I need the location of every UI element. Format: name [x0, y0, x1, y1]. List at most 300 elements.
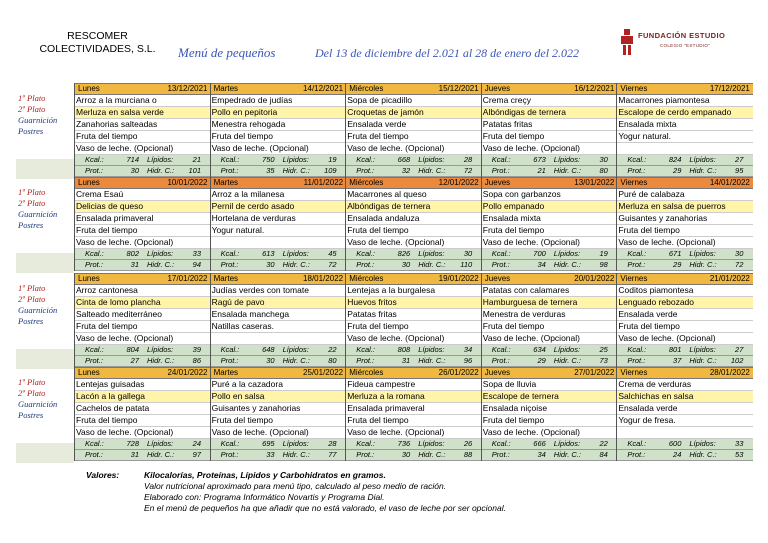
first-course: Crema creçy	[482, 95, 618, 107]
dessert-extra: Vaso de leche. (Opcional)	[482, 143, 618, 155]
row-label: 1º Plato	[18, 283, 46, 293]
day-name: Miércoles	[349, 368, 384, 377]
second-course: Huevos fritos	[346, 297, 482, 309]
protein-label: Prot.:	[627, 356, 646, 365]
nutrition-row	[482, 260, 618, 271]
day-date: 13/01/2022	[574, 178, 615, 187]
kcal-value: 634	[533, 345, 546, 354]
carbs-value: 88	[463, 450, 473, 459]
kcal-value: 736	[397, 439, 411, 448]
dessert: Fruta del tiempo	[75, 225, 211, 237]
lipids-value: 34	[463, 345, 473, 354]
second-course: Pollo empanado	[482, 201, 618, 213]
carbs-label: Hidr. C.:	[553, 356, 582, 365]
day-name: Jueves	[484, 178, 511, 187]
lipids-label: Lípidos:	[147, 439, 174, 448]
kcal-label: Kcal.:	[356, 439, 375, 448]
footer-line: Elaborado con: Programa Informático Novartis y Programa Dial.	[144, 492, 385, 502]
second-course: Cinta de lomo plancha	[75, 297, 211, 309]
nutrition-row	[346, 439, 482, 450]
kcal-value: 808	[397, 345, 411, 354]
day-name: Jueves	[484, 84, 511, 93]
day-column	[616, 83, 753, 177]
dessert: Fruta del tiempo	[482, 415, 618, 427]
day-header	[482, 83, 618, 95]
dessert-extra: Vaso de leche. (Opcional)	[346, 333, 482, 345]
lipids-label: Lípidos:	[147, 345, 174, 354]
carbs-label: Hidr. C.:	[689, 166, 717, 175]
lipids-label: Lípidos:	[689, 345, 716, 354]
day-header	[211, 177, 347, 189]
protein-value: 34	[537, 450, 546, 459]
day-date: 20/01/2022	[574, 274, 615, 283]
day-header	[617, 367, 753, 379]
side-dish: Ensalada andaluza	[346, 213, 482, 225]
lipids-label: Lípidos:	[282, 439, 309, 448]
kcal-label: Kcal.:	[627, 249, 647, 258]
side-dish: Ensalada verde	[617, 309, 753, 321]
kcal-label: Kcal.:	[491, 439, 511, 448]
day-header	[346, 273, 482, 285]
day-column	[210, 273, 347, 367]
day-header	[211, 83, 347, 95]
nutrition-row	[617, 439, 753, 450]
lipids-label: Lípidos:	[689, 155, 716, 164]
protein-value: 30	[401, 260, 411, 269]
lipids-value: 22	[599, 439, 608, 448]
nutrition-row	[75, 450, 211, 461]
row-labels	[16, 377, 74, 421]
protein-label: Prot.:	[356, 260, 375, 269]
lipids-label: Lípidos:	[147, 249, 174, 258]
day-column	[210, 367, 347, 461]
lipids-value: 28	[463, 155, 473, 164]
day-name: Martes	[213, 84, 239, 93]
carbs-value: 110	[460, 260, 473, 269]
carbs-label: Hidr. C.:	[282, 356, 310, 365]
row-label: Guarnición	[18, 399, 58, 409]
kcal-label: Kcal.:	[85, 155, 104, 164]
side-dish: Ensalada mixta	[482, 213, 618, 225]
protein-label: Prot.:	[491, 260, 510, 269]
carbs-value: 73	[599, 356, 608, 365]
dessert-extra	[211, 333, 347, 345]
protein-value: 37	[673, 356, 682, 365]
row-label: 1º Plato	[18, 93, 46, 103]
kcal-value: 714	[126, 155, 139, 164]
kcal-label: Kcal.:	[627, 155, 647, 164]
kcal-value: 700	[533, 249, 546, 258]
kcal-label: Kcal.:	[356, 249, 375, 258]
protein-label: Prot.:	[491, 166, 510, 175]
nutrition-row	[482, 439, 618, 450]
logo-emblem-icon	[620, 29, 634, 57]
nutrition-row	[211, 249, 347, 260]
second-course: Hamburguesa de ternera	[482, 297, 618, 309]
nutrition-row	[211, 155, 347, 166]
first-course: Empedrado de judías	[211, 95, 347, 107]
protein-label: Prot.:	[220, 356, 239, 365]
protein-label: Prot.:	[220, 260, 239, 269]
kcal-value: 804	[126, 345, 139, 354]
nutrition-row	[617, 155, 753, 166]
protein-value: 21	[537, 166, 546, 175]
protein-value: 24	[673, 450, 682, 459]
dessert: Fruta del tiempo	[482, 321, 618, 333]
kcal-label: Kcal.:	[85, 439, 104, 448]
day-name: Miércoles	[349, 274, 384, 283]
day-date: 15/12/2021	[438, 84, 479, 93]
kcal-label: Kcal.:	[491, 345, 511, 354]
day-date: 18/01/2022	[303, 274, 344, 283]
carbs-value: 95	[735, 166, 744, 175]
dessert-extra: Vaso de leche. (Opcional)	[346, 237, 482, 249]
lipids-label: Lípidos:	[282, 345, 309, 354]
protein-label: Prot.:	[85, 450, 103, 459]
day-column	[74, 273, 211, 367]
day-header	[617, 177, 753, 189]
nutrition-row	[617, 260, 753, 271]
lipids-label: Lípidos:	[553, 155, 581, 164]
lipids-label: Lípidos:	[689, 439, 716, 448]
day-date: 19/01/2022	[438, 274, 479, 283]
day-header	[211, 273, 347, 285]
carbs-label: Hidr. C.:	[418, 166, 446, 175]
carbs-label: Hidr. C.:	[147, 260, 175, 269]
dessert: Fruta del tiempo	[482, 131, 618, 143]
side-dish: Ensalada manchega	[211, 309, 347, 321]
company-line1: RESCOMER	[67, 30, 128, 42]
nutrition-row	[346, 166, 482, 177]
nutrition-label-bg	[16, 159, 74, 179]
day-column	[345, 83, 482, 177]
day-column	[74, 83, 211, 177]
carbs-value: 72	[328, 260, 337, 269]
nutrition-row	[346, 345, 482, 356]
day-name: Viernes	[620, 274, 648, 283]
day-date: 17/01/2022	[167, 274, 208, 283]
protein-value: 33	[266, 450, 275, 459]
day-column	[481, 273, 618, 367]
day-name: Miércoles	[349, 178, 384, 187]
day-column	[74, 177, 211, 271]
kcal-label: Kcal.:	[491, 155, 511, 164]
carbs-label: Hidr. C.:	[553, 166, 582, 175]
kcal-value: 666	[533, 439, 546, 448]
nutrition-row	[75, 356, 211, 367]
dessert-extra: Vaso de leche. (Opcional)	[346, 427, 482, 439]
nutrition-row	[482, 155, 618, 166]
lipids-label: Lípidos:	[553, 249, 581, 258]
nutrition-row	[346, 260, 482, 271]
dessert-extra: Vaso de leche. (Opcional)	[211, 427, 347, 439]
kcal-label: Kcal.:	[627, 345, 647, 354]
carbs-label: Hidr. C.:	[689, 260, 717, 269]
day-name: Viernes	[620, 84, 648, 93]
carbs-label: Hidr. C.:	[147, 450, 175, 459]
carbs-label: Hidr. C.:	[689, 356, 717, 365]
lipids-label: Lípidos:	[282, 155, 309, 164]
dessert-extra: Vaso de leche. (Opcional)	[75, 237, 211, 249]
first-course: Crema de verduras	[617, 379, 753, 391]
row-label: Postres	[18, 220, 44, 230]
nutrition-row	[211, 166, 347, 177]
carbs-value: 96	[463, 356, 473, 365]
day-date: 12/01/2022	[438, 178, 479, 187]
row-label: 2º Plato	[18, 294, 46, 304]
kcal-value: 802	[126, 249, 139, 258]
day-date: 21/01/2022	[709, 274, 750, 283]
dessert: Fruta del tiempo	[75, 131, 211, 143]
carbs-value: 101	[188, 166, 201, 175]
footer-line: En el menú de pequeños ha que añadir que no está valorado, el vaso de leche por ser opcional.	[144, 503, 506, 513]
day-column	[345, 367, 482, 461]
lipids-value: 21	[192, 155, 201, 164]
carbs-value: 53	[735, 450, 744, 459]
day-name: Jueves	[484, 274, 511, 283]
protein-label: Prot.:	[356, 356, 375, 365]
lipids-label: Lípidos:	[553, 439, 581, 448]
kcal-value: 728	[126, 439, 139, 448]
dessert: Fruta del tiempo	[346, 131, 482, 143]
second-course: Pernil de cerdo asado	[211, 201, 347, 213]
row-label: 1º Plato	[18, 187, 46, 197]
protein-label: Prot.:	[220, 450, 239, 459]
carbs-label: Hidr. C.:	[147, 356, 175, 365]
lipids-value: 24	[192, 439, 201, 448]
first-course: Lentejas guisadas	[75, 379, 211, 391]
dessert: Fruta del tiempo	[482, 225, 618, 237]
protein-value: 29	[537, 356, 546, 365]
lipids-value: 30	[599, 155, 608, 164]
day-date: 26/01/2022	[438, 368, 479, 377]
second-course: Salchichas en salsa	[617, 391, 753, 403]
day-header	[75, 177, 211, 189]
protein-value: 34	[537, 260, 546, 269]
day-name: Viernes	[620, 368, 648, 377]
footer-line: Kilocalorías, Proteínas, Lípidos y Carbohidratos en gramos.	[144, 470, 386, 480]
day-column	[210, 177, 347, 271]
footer-line: Valor nutricional aproximado para menú tipo, calculado al peso medio de ración.	[144, 481, 447, 491]
carbs-value: 80	[328, 356, 337, 365]
kcal-value: 648	[262, 345, 275, 354]
side-dish: Patatas fritas	[482, 119, 618, 131]
kcal-label: Kcal.:	[220, 155, 240, 164]
protein-label: Prot.:	[627, 260, 646, 269]
nutrition-row	[346, 249, 482, 260]
first-course: Sopa con garbanzos	[482, 189, 618, 201]
lipids-value: 30	[463, 249, 473, 258]
carbs-value: 94	[192, 260, 201, 269]
day-header	[482, 367, 618, 379]
day-column	[616, 367, 753, 461]
protein-value: 30	[401, 450, 411, 459]
company-line2: COLECTIVIDADES, S.L.	[39, 43, 156, 55]
protein-value: 31	[130, 450, 139, 459]
first-course: Fideua campestre	[346, 379, 482, 391]
first-course: Arroz cantonesa	[75, 285, 211, 297]
nutrition-row	[617, 345, 753, 356]
kcal-label: Kcal.:	[220, 249, 240, 258]
protein-label: Prot.:	[627, 450, 646, 459]
kcal-value: 826	[397, 249, 411, 258]
day-date: 14/12/2021	[303, 84, 344, 93]
day-header	[482, 177, 618, 189]
protein-value: 27	[130, 356, 139, 365]
dessert: Fruta del tiempo	[211, 131, 347, 143]
nutrition-label-bg	[16, 253, 74, 273]
side-dish: Zanahorias salteadas	[75, 119, 211, 131]
nutrition-row	[75, 345, 211, 356]
first-course: Judías verdes con tomate	[211, 285, 347, 297]
day-header	[482, 273, 618, 285]
protein-value: 35	[266, 166, 275, 175]
lipids-label: Lípidos:	[553, 345, 581, 354]
day-column	[345, 177, 482, 271]
first-course: Sopa de picadillo	[346, 95, 482, 107]
carbs-value: 72	[735, 260, 744, 269]
protein-label: Prot.:	[356, 166, 375, 175]
lipids-value: 19	[599, 249, 608, 258]
second-course: Merluza en salsa de puerros	[617, 201, 753, 213]
carbs-value: 102	[730, 356, 744, 365]
day-date: 11/01/2022	[303, 178, 344, 187]
day-name: Miércoles	[349, 84, 384, 93]
day-date: 25/01/2022	[303, 368, 344, 377]
kcal-value: 824	[668, 155, 682, 164]
carbs-value: 84	[599, 450, 608, 459]
second-course: Merluza en salsa verde	[75, 107, 211, 119]
day-header	[346, 177, 482, 189]
nutrition-row	[211, 356, 347, 367]
kcal-label: Kcal.:	[491, 249, 511, 258]
dessert: Fruta del tiempo	[346, 321, 482, 333]
carbs-value: 98	[599, 260, 608, 269]
fundacion-estudio-logo	[620, 27, 740, 59]
day-column	[616, 177, 753, 271]
dessert: Fruta del tiempo	[346, 225, 482, 237]
lipids-label: Lípidos:	[282, 249, 309, 258]
protein-label: Prot.:	[85, 166, 103, 175]
carbs-label: Hidr. C.:	[553, 450, 582, 459]
first-course: Crema Esaú	[75, 189, 211, 201]
nutrition-row	[346, 356, 482, 367]
nutrition-row	[482, 249, 618, 260]
first-course: Sopa de lluvia	[482, 379, 618, 391]
carbs-label: Hidr. C.:	[418, 356, 446, 365]
side-dish: Ensalada verde	[346, 119, 482, 131]
row-label: Guarnición	[18, 209, 58, 219]
second-course: Ragú de pavo	[211, 297, 347, 309]
nutrition-label-bg	[16, 443, 74, 463]
kcal-label: Kcal.:	[356, 345, 375, 354]
nutrition-row	[211, 450, 347, 461]
lipids-value: 28	[328, 439, 337, 448]
side-dish: Patatas fritas	[346, 309, 482, 321]
day-column	[616, 273, 753, 367]
nutrition-row	[617, 249, 753, 260]
footer-key: Valores:	[86, 470, 120, 480]
dessert-extra: Vaso de leche. (Opcional)	[482, 427, 618, 439]
nutrition-row	[346, 450, 482, 461]
nutrition-row	[482, 356, 618, 367]
lipids-value: 27	[735, 155, 744, 164]
protein-value: 29	[673, 260, 682, 269]
lipids-label: Lípidos:	[418, 249, 445, 258]
row-label: 1º Plato	[18, 377, 46, 387]
side-dish: Menestra rehogada	[211, 119, 347, 131]
side-dish: Ensalada verde	[617, 403, 753, 415]
kcal-label: Kcal.:	[220, 345, 240, 354]
day-name: Lunes	[78, 178, 100, 187]
kcal-label: Kcal.:	[356, 155, 375, 164]
kcal-label: Kcal.:	[85, 249, 104, 258]
dessert-extra: Vaso de leche. (Opcional)	[346, 143, 482, 155]
nutrition-row	[482, 166, 618, 177]
day-column	[481, 83, 618, 177]
lipids-value: 19	[328, 155, 337, 164]
protein-label: Prot.:	[356, 450, 375, 459]
protein-label: Prot.:	[85, 260, 103, 269]
row-label: 2º Plato	[18, 198, 46, 208]
day-header	[346, 83, 482, 95]
kcal-value: 673	[533, 155, 546, 164]
lipids-label: Lípidos:	[418, 345, 445, 354]
lipids-label: Lípidos:	[689, 249, 716, 258]
dessert-extra: Vaso de leche. (Opcional)	[482, 333, 618, 345]
kcal-value: 600	[668, 439, 682, 448]
protein-value: 32	[401, 166, 411, 175]
dessert-extra: Vaso de leche. (Opcional)	[75, 427, 211, 439]
day-name: Lunes	[78, 84, 100, 93]
first-course: Arroz a la milanesa	[211, 189, 347, 201]
second-course: Albóndigas de ternera	[482, 107, 618, 119]
carbs-label: Hidr. C.:	[418, 260, 446, 269]
day-name: Lunes	[78, 274, 100, 283]
second-course: Escalope de cerdo empanado	[617, 107, 753, 119]
dessert-extra	[617, 427, 753, 439]
side-dish: Ensalada primaveral	[75, 213, 211, 225]
day-column	[210, 83, 347, 177]
day-header	[75, 367, 211, 379]
dessert-extra: Vaso de leche. (Opcional)	[617, 237, 753, 249]
nutrition-row	[211, 439, 347, 450]
day-column	[481, 367, 618, 461]
kcal-label: Kcal.:	[627, 439, 647, 448]
dessert: Yogur de fresa.	[617, 415, 753, 427]
protein-label: Prot.:	[220, 166, 239, 175]
nutrition-row	[211, 260, 347, 271]
nutrition-row	[211, 345, 347, 356]
day-name: Jueves	[484, 368, 511, 377]
row-label: 2º Plato	[18, 104, 46, 114]
day-date: 13/12/2021	[167, 84, 208, 93]
dessert: Fruta del tiempo	[211, 415, 347, 427]
side-dish: Ensalada primaveral	[346, 403, 482, 415]
nutrition-row	[617, 166, 753, 177]
dessert-extra: Vaso de leche. (Opcional)	[482, 237, 618, 249]
nutrition-row	[75, 166, 211, 177]
lipids-value: 33	[735, 439, 744, 448]
lipids-value: 39	[192, 345, 201, 354]
day-header	[75, 273, 211, 285]
carbs-label: Hidr. C.:	[282, 450, 310, 459]
kcal-value: 695	[262, 439, 275, 448]
first-course: Macarrones piamontesa	[617, 95, 753, 107]
lipids-value: 45	[328, 249, 337, 258]
logo-subtext: COLEGIO "ESTUDIO"	[660, 43, 711, 48]
kcal-value: 613	[262, 249, 275, 258]
